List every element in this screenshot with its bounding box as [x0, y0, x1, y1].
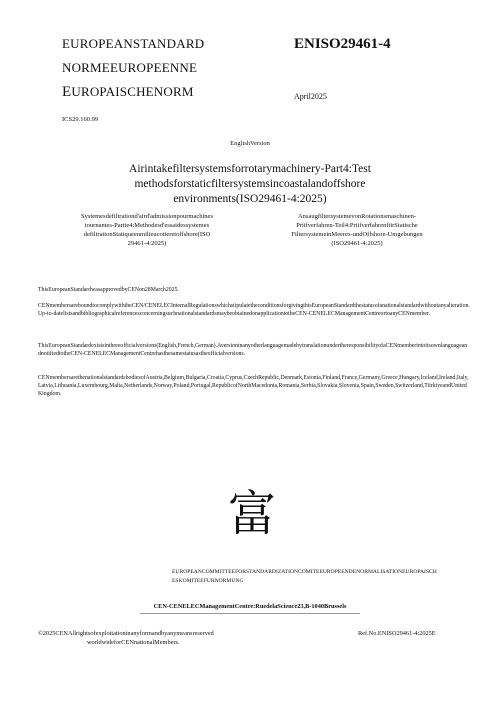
document-title — [40, 162, 460, 207]
standard-label-de — [62, 84, 194, 101]
copyright-line: ©2025CENAllrightsofexploitationinanyformandbyanymeansreserved — [38, 630, 214, 637]
committee-name — [172, 568, 472, 586]
french-title-line: tournantes-Partie4:Methodesd'essaidessystemes — [84, 222, 210, 229]
title-line: methodsforstaticfiltersystemsincoastalandoffshore — [134, 178, 366, 190]
versions-paragraph: ThisEuropeanStandardexistsinthreeofficialversions(English,French,German).AversioninanyotherlanguagemadebytranslationundertheresponsibilityofaCENmemberintoitsownlanguageandnotifiedtotheCEN-CENELECManagementCentrehasthesamestatusastheofficialversions. — [38, 343, 468, 358]
french-title-line: Systemesdefiltrationd'aird'admissionpourmachines — [81, 213, 213, 220]
german-title-line: (ISO29461-4:2025) — [331, 240, 383, 247]
german-title-line: FiltersystemeinMeeres-undOffshore-Umgebungen — [291, 231, 423, 238]
committee-line: EUROPEANCOMMITTEEFORSTANDARDIZATIONCOMITEEUROPEENDENORMALISATIONEUROPAISCH — [172, 569, 437, 575]
standard-label-de-rest: UROPAISCHENORM — [71, 84, 194, 99]
copyright-notice — [38, 630, 298, 647]
french-title-line: 29461-4:2025) — [127, 240, 167, 247]
german-title-line: Priifverfahren-Teil4:PriifverfahrenfiirStatische — [296, 222, 418, 229]
german-title — [272, 212, 442, 248]
german-title-line: AnsaugfiltersystemevonRotationsmaschinen- — [297, 213, 417, 220]
copyright-line: worldwideforCENnationalMembers. — [87, 638, 180, 646]
title-line: Airintakefiltersystemsforrotarymachinery-Part4:Test — [129, 163, 371, 175]
standard-label-fr: NORMEEUROPEENNE — [62, 60, 198, 75]
language-version: EnglishVersion — [230, 140, 270, 147]
standard-label-en: EUROPEANSTANDARD — [62, 36, 205, 51]
standard-code: ENISO29461-4 — [294, 36, 391, 52]
management-centre-address: CEN-CENELECManagementCentre:RuedelaScience23,B-1040Brussels — [153, 603, 347, 610]
approval-paragraph: ThisEuropeanStandardwasapprovedbyCENon28March2025. — [38, 287, 179, 293]
members-paragraph: CENmembersareboundtocomplywiththeCEN/CENELECInternalRegulationswhichstipulatetheconditionsforgivingthisEuropeanStandardthestatusofanationalstandardwithoutanyalteration.Up-to-datelistsandbibliographicalreferencesconcerningsuchnationalstandardsmaybeobtainedonapplicationtotheCEN-CENELECManagementCentreortoanyCENmember. — [38, 303, 470, 318]
committee-line: ESKOMITEEFURNORMUNG — [172, 578, 244, 584]
standard-label-de-initial: E — [62, 84, 72, 100]
publication-date: April2025 — [294, 92, 327, 101]
member-bodies-paragraph: CENmembersarethenationalstandardsbodiesofAustria,Belgium,Bulgaria,Croatia,Cyprus,CzechRepublic,Denmark,Estonia,Finland,France,Germany,Greece,Hungary,Iceland,Ireland,Italy,Latvia,Lithuania,Luxembourg,Malta,Netherlands,Norway,Poland,Portugal,RepublicofNorthMacedonia,Romania,Serbia,Slovakia,Slovenia,Spain,Sweden,Switzerland,TiirkiyeandUnitedKingdom. — [38, 375, 469, 398]
divider — [140, 613, 360, 614]
reference-number: Ref.No.ENISO29461-4:2025E — [358, 630, 436, 637]
title-line: environments(ISO29461-4:2025) — [173, 193, 327, 205]
cen-logo-icon: 富 — [228, 486, 277, 542]
french-title-line: defiltrationStatiqueenmilieucotieretoffshore(ISO — [83, 231, 211, 238]
french-title — [62, 212, 232, 248]
ics-code: ICS29.160.99 — [62, 116, 99, 123]
